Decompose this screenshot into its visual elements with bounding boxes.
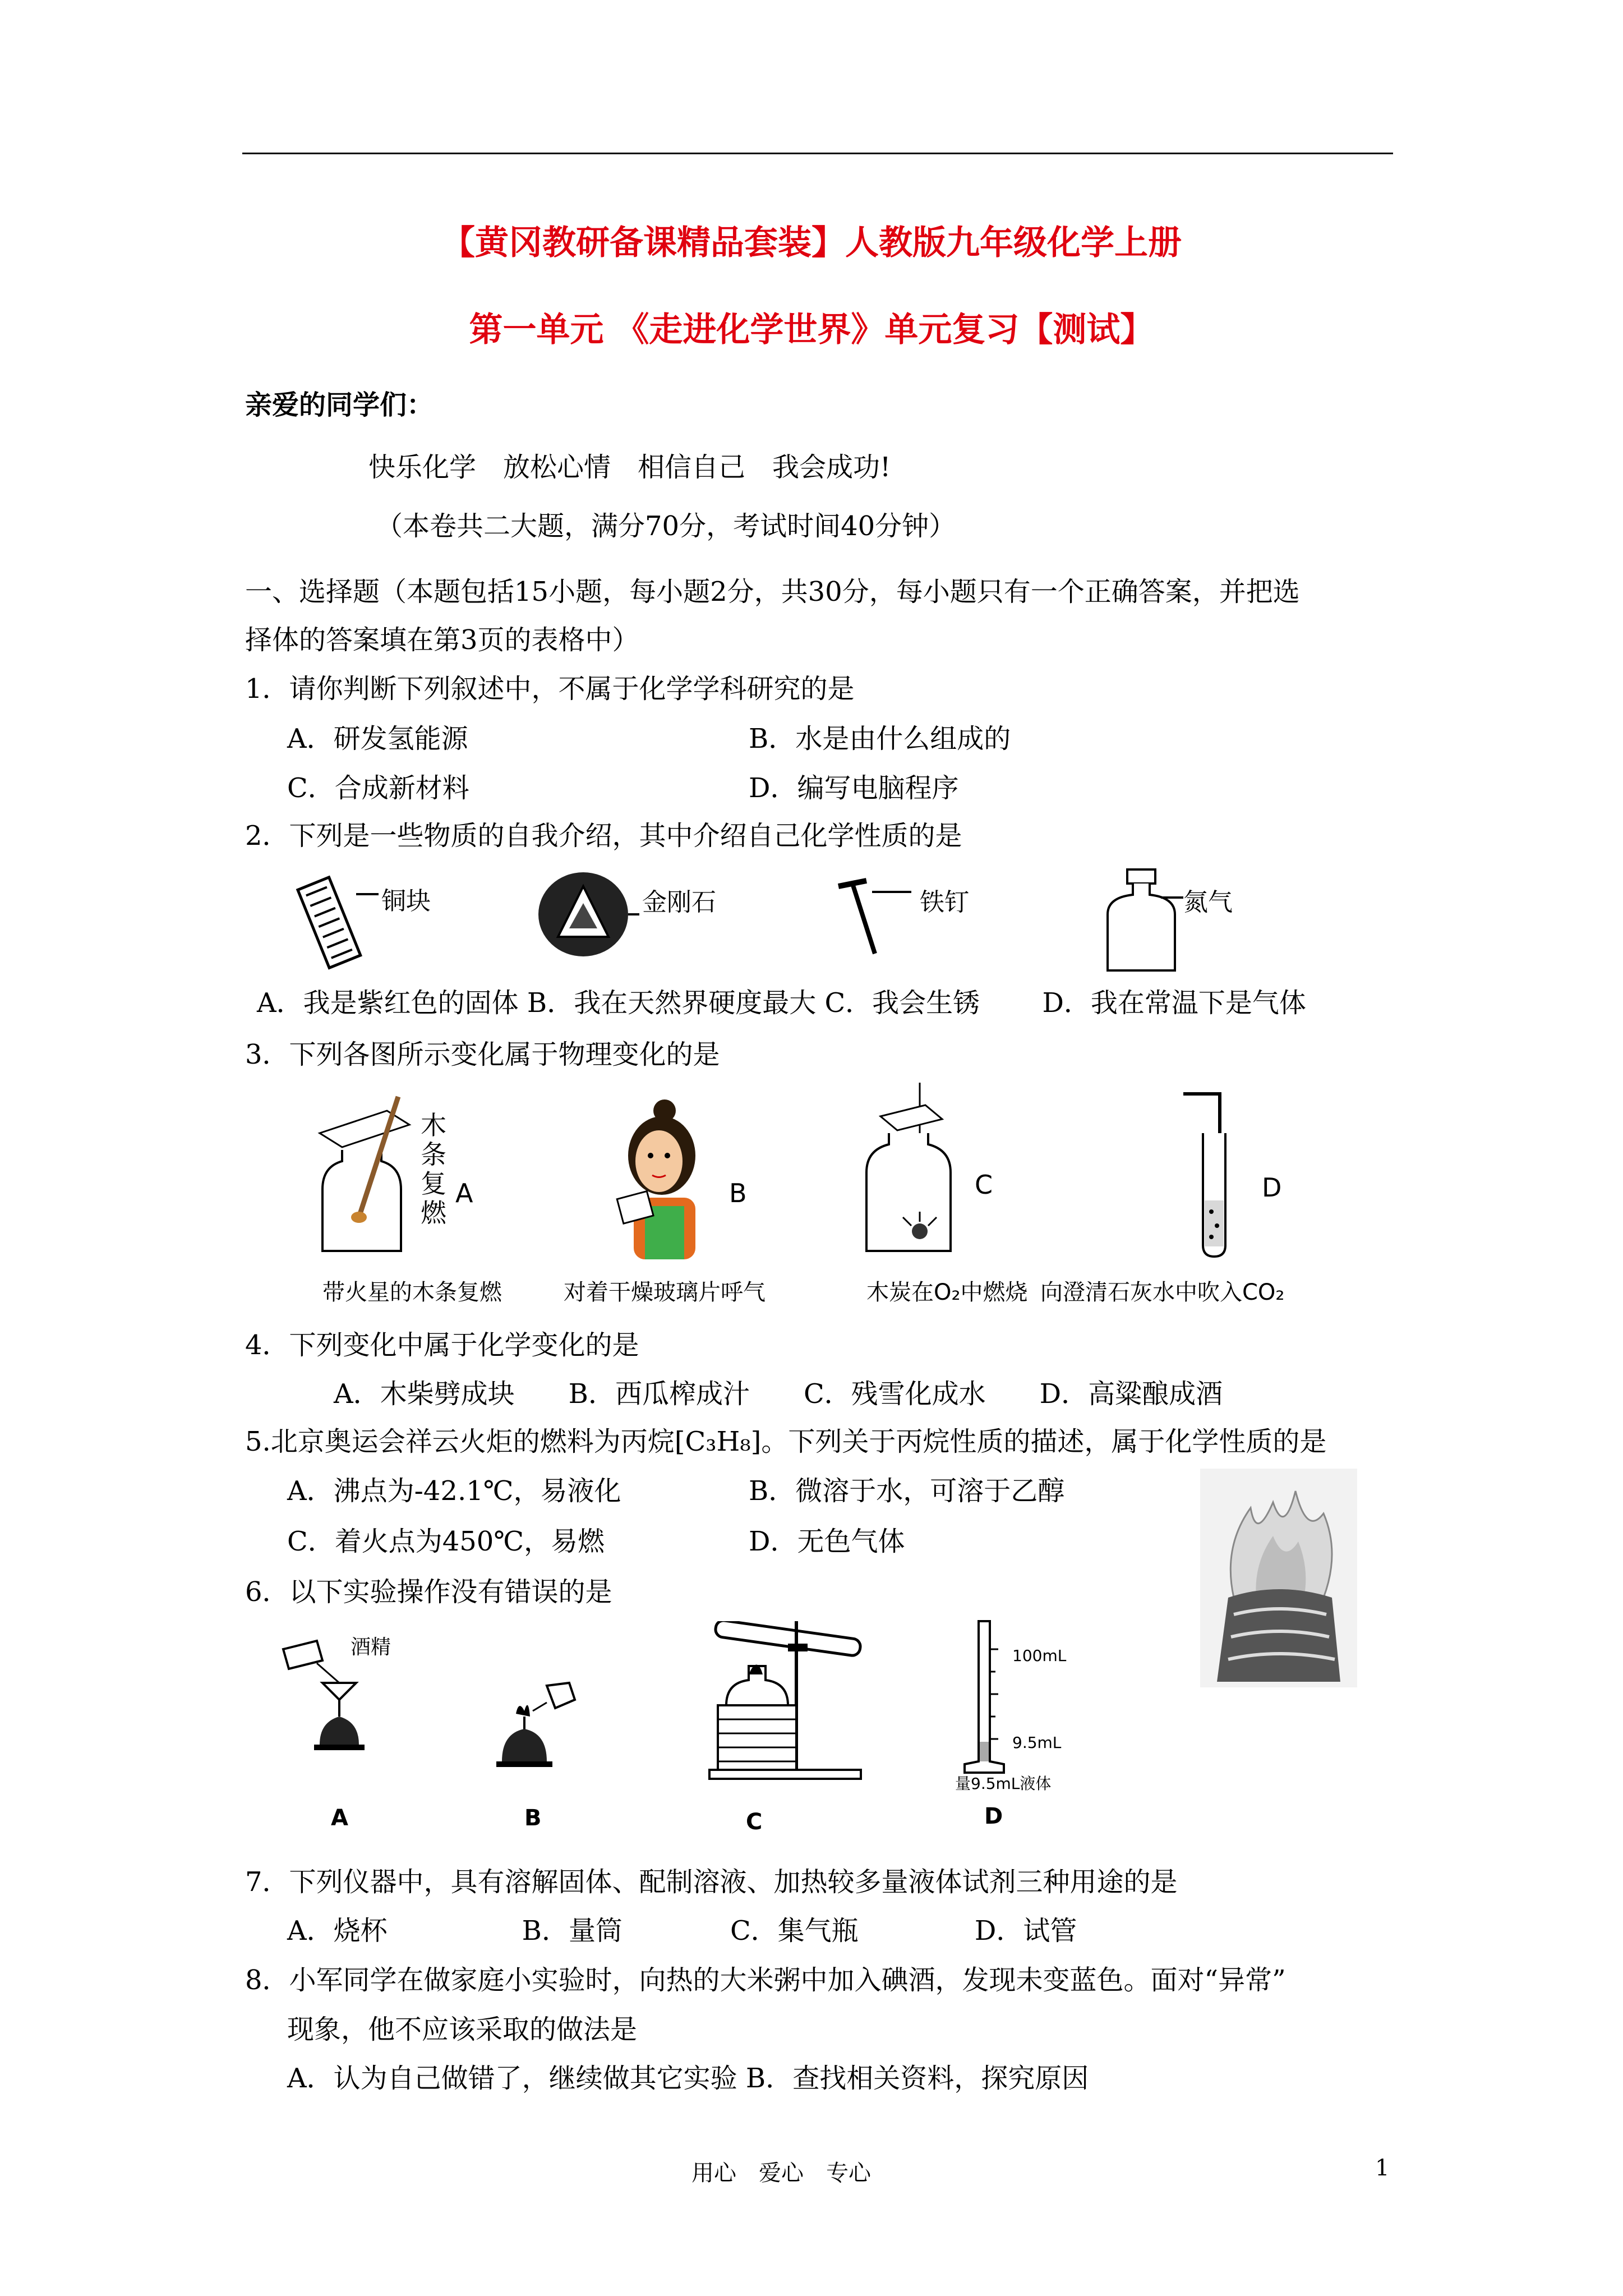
q6-cylinder-caption: 量9.5mL液体: [955, 1774, 1052, 1793]
question-1-option-d: D．编写电脑程序: [749, 772, 959, 804]
copper-label: 铜块: [381, 887, 431, 915]
q3-d-letter: D: [1262, 1172, 1282, 1203]
question-7-stem: 7．下列仪器中，具有溶解固体、配制溶液、加热较多量液体试剂三种用途的是: [245, 1866, 1178, 1898]
q3-figure-c: [858, 1083, 959, 1262]
q3-b-letter: B: [729, 1178, 747, 1208]
q3-caption-b: 对着干燥玻璃片呼气: [564, 1280, 766, 1305]
q6-b-letter: B: [524, 1805, 542, 1831]
q6-figure-d: [959, 1616, 1043, 1778]
page-number: 1: [1375, 2155, 1390, 2181]
q6-figure-c: [704, 1621, 872, 1789]
question-8-stem: 8．小军同学在做家庭小实验时，向热的大米粥中加入碘酒，发现未变蓝色。面对“异常”: [245, 1964, 1286, 1996]
q6-alcohol-label: 酒精: [351, 1636, 391, 1659]
q3-figure-b: [603, 1094, 715, 1262]
q3-caption-a: 带火星的木条复燃: [322, 1280, 502, 1305]
question-5-option-d: D．无色气体: [749, 1526, 905, 1557]
iron-nail-label: 铁钉: [920, 888, 969, 917]
diamond-label: 金刚石: [642, 888, 716, 917]
question-7-options: A．烧杯 B．量筒 C．集气瓶 D．试管: [287, 1915, 1077, 1947]
motto: 快乐化学 放松心情 相信自己 我会成功!: [368, 452, 891, 483]
q3-caption-c: 木炭在O₂中燃烧: [866, 1280, 1028, 1305]
question-5-option-a: A．沸点为-42.1℃，易液化: [287, 1475, 621, 1507]
section-heading: 一、选择题（本题包括15小题，每小题2分，共30分，每小题只有一个正确答案，并把选: [245, 576, 1300, 608]
torch-flame-photo: [1200, 1469, 1357, 1687]
q6-figure-b: [477, 1677, 589, 1773]
question-5-option-c: C．着火点为450℃，易燃: [287, 1526, 605, 1557]
nitrogen-label: 氮气: [1183, 888, 1233, 917]
question-1-option-b: B．水是由什么组成的: [749, 723, 1011, 754]
question-4-options: A．木柴劈成块 B．西瓜榨成汁 C．残雪化成水 D．高粱酿成酒: [334, 1378, 1223, 1410]
q3-a-side-label: 木条复燃: [421, 1110, 446, 1228]
question-1-option-a: A．研发氢能源: [287, 723, 468, 754]
page-title: 【黄冈教研备课精品套装】人教版九年级化学上册: [441, 223, 1182, 263]
q3-c-letter: C: [975, 1170, 993, 1200]
question-4-stem: 4．下列变化中属于化学变化的是: [245, 1329, 639, 1361]
q6-c-letter: C: [746, 1809, 763, 1835]
iron-nail-figure: [833, 875, 923, 965]
footer-motto: 用心 爱心 专心: [691, 2160, 871, 2186]
question-5-stem: 5.北京奥运会祥云火炬的燃料为丙烷[C₃H₈]。下列关于丙烷性质的描述，属于化学性质的是: [245, 1426, 1327, 1457]
question-1-option-c: C．合成新材料: [287, 772, 469, 804]
diamond-figure: [527, 858, 639, 970]
section-heading-cont: 择体的答案填在第3页的表格中）: [245, 624, 639, 656]
q6-d-letter: D: [984, 1803, 1003, 1829]
question-2-stem: 2．下列是一些物质的自我介绍，其中介绍自己化学性质的是: [245, 820, 962, 852]
q3-caption-d: 向澄清石灰水中吹入CO₂: [1040, 1280, 1285, 1305]
q6-a-letter: A: [331, 1805, 348, 1831]
q6-cylinder-9-5ml: 9.5mL: [1012, 1733, 1062, 1752]
question-6-stem: 6．以下实验操作没有错误的是: [245, 1576, 612, 1608]
q3-figure-d: [1175, 1088, 1253, 1262]
question-3-stem: 3．下列各图所示变化属于物理变化的是: [245, 1039, 720, 1070]
header-rule: [242, 153, 1393, 154]
exam-info: （本卷共二大题，满分70分，考试时间40分钟）: [376, 510, 956, 542]
greeting: 亲爱的同学们：: [245, 389, 434, 421]
page-subtitle: 第一单元 《走进化学世界》单元复习【测试】: [469, 310, 1154, 349]
question-8-stem-cont: 现象，他不应该采取的做法是: [287, 2014, 638, 2045]
q6-cylinder-100ml: 100mL: [1012, 1646, 1067, 1665]
question-2-options: A．我是紫红色的固体 B．我在天然界硬度最大 C．我会生锈 D．我在常温下是气体: [257, 987, 1306, 1019]
nitrogen-bottle-figure: [1099, 864, 1200, 976]
question-1-stem: 1．请你判断下列叙述中，不属于化学学科研究的是: [245, 673, 855, 705]
q3-a-letter: A: [455, 1178, 473, 1208]
question-5-option-b: B．微溶于水，可溶于乙醇: [749, 1475, 1065, 1507]
question-8-options: A．认为自己做错了，继续做其它实验 B．查找相关资料，探究原因: [287, 2063, 1089, 2094]
